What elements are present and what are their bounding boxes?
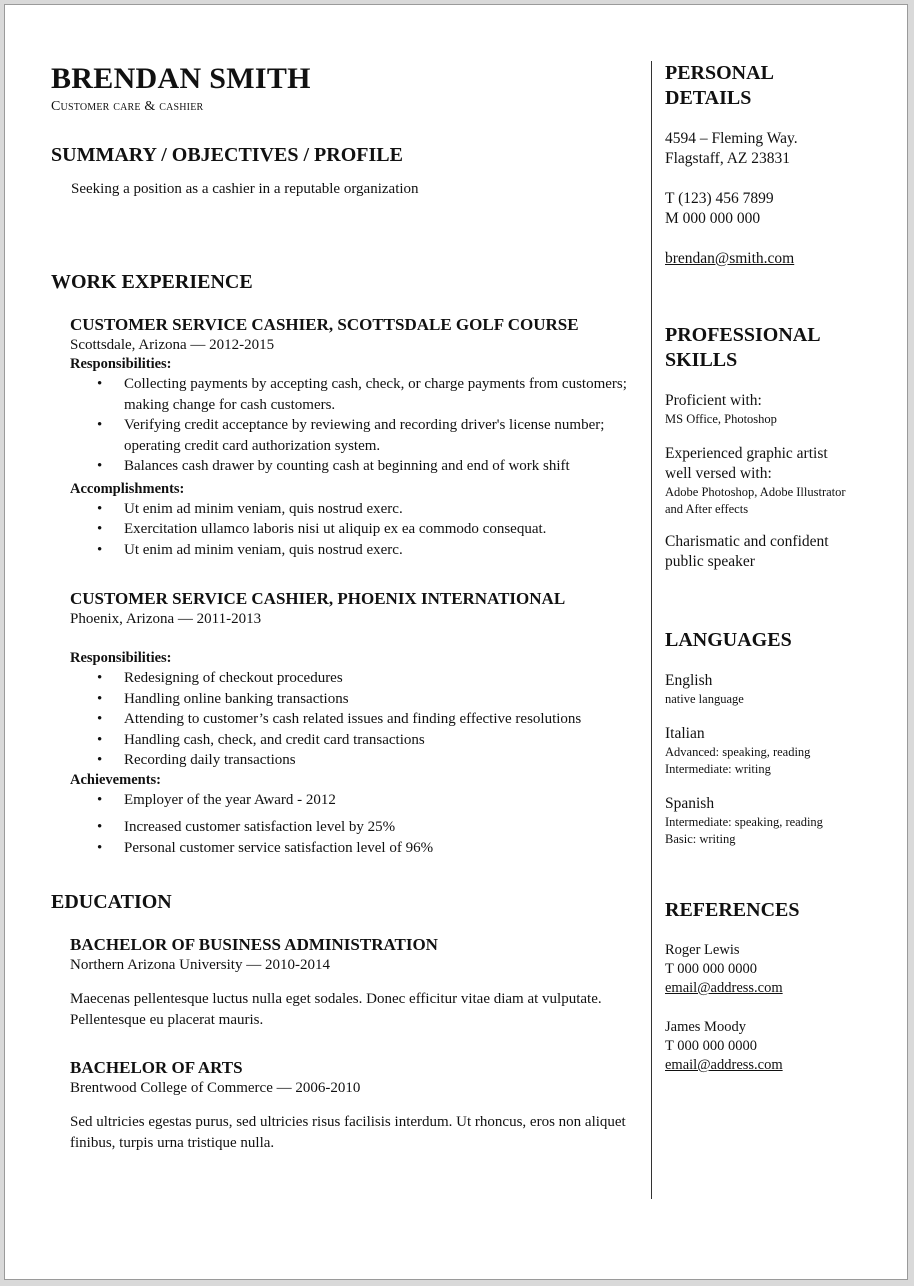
candidate-tagline: Customer care & cashier bbox=[51, 99, 204, 114]
accomplishments-label: Accomplishments: bbox=[70, 480, 185, 497]
list-item: • Increased customer satisfaction level by 25% bbox=[124, 817, 631, 838]
language-item bbox=[665, 671, 895, 708]
degree-title: BACHELOR OF BUSINESS ADMINISTRATION bbox=[70, 935, 438, 954]
work-heading: WORK EXPERIENCE bbox=[51, 271, 253, 293]
skills-heading bbox=[665, 323, 895, 373]
school-meta: Brentwood College of Commerce — 2006-2010 bbox=[70, 1080, 361, 1096]
list-item: • Attending to customer’s cash related issues and finding effective resolutions bbox=[124, 709, 631, 730]
list-item: • Handling online banking transactions bbox=[124, 689, 631, 710]
language-detail: Intermediate: writing bbox=[665, 762, 771, 776]
list-item: • Redesigning of checkout procedures bbox=[124, 668, 631, 689]
list-item: • Verifying credit acceptance by reviewing and recording driver's license number; operating credit card authorization system. bbox=[124, 415, 631, 456]
reference-email-link[interactable]: email@address.com bbox=[665, 1057, 783, 1073]
language-detail: Intermediate: speaking, reading bbox=[665, 815, 823, 829]
reference-name: Roger Lewis bbox=[665, 942, 740, 958]
education-entry bbox=[70, 934, 631, 1031]
skill-item bbox=[665, 391, 895, 428]
job-meta: Phoenix, Arizona — 2011-2013 bbox=[70, 611, 262, 627]
personal-heading-line1: PERSONAL bbox=[665, 62, 774, 84]
list-item: • Employer of the year Award - 2012 bbox=[124, 790, 631, 811]
email-link[interactable]: brendan@smith.com bbox=[665, 250, 795, 267]
resume-page bbox=[4, 4, 908, 1280]
education-entry bbox=[70, 1057, 631, 1154]
address-line1: 4594 – Fleming Way. bbox=[665, 130, 798, 147]
responsibilities-list bbox=[70, 668, 631, 771]
personal-heading-line2: DETAILS bbox=[665, 87, 752, 109]
skill-title: Proficient with: bbox=[665, 392, 762, 409]
phone-m: M 000 000 000 bbox=[665, 210, 761, 227]
list-item: • Collecting payments by accepting cash, check, or charge payments from customers; making change for cash customers. bbox=[124, 374, 631, 415]
summary-heading: SUMMARY / OBJECTIVES / PROFILE bbox=[51, 144, 403, 166]
skills-heading-line1: PROFESSIONAL bbox=[665, 324, 821, 346]
language-detail: Basic: writing bbox=[665, 832, 736, 846]
languages-heading: LANGUAGES bbox=[665, 629, 792, 651]
skill-item bbox=[665, 532, 895, 572]
reference-item bbox=[665, 1018, 895, 1075]
personal-heading bbox=[665, 61, 895, 111]
references-heading: REFERENCES bbox=[665, 899, 800, 921]
language-name: Italian bbox=[665, 725, 705, 742]
language-name: Spanish bbox=[665, 795, 715, 812]
language-item bbox=[665, 794, 895, 848]
list-item: • Ut enim ad minim veniam, quis nostrud exerc. bbox=[124, 540, 631, 561]
job-title: CUSTOMER SERVICE CASHIER, PHOENIX INTERNATIONAL bbox=[70, 589, 566, 608]
sidebar-column bbox=[665, 61, 895, 1075]
language-detail: native language bbox=[665, 692, 744, 706]
list-item: • Balances cash drawer by counting cash at beginning and end of work shift bbox=[124, 456, 631, 477]
language-name: English bbox=[665, 672, 713, 689]
reference-phone: T 000 000 0000 bbox=[665, 1038, 757, 1054]
skills-heading-line2: SKILLS bbox=[665, 349, 738, 371]
accomplishments-list bbox=[70, 499, 631, 561]
responsibilities-label: Responsibilities: bbox=[70, 650, 172, 666]
job-entry bbox=[70, 588, 631, 858]
reference-email-link[interactable]: email@address.com bbox=[665, 980, 783, 996]
candidate-name: BRENDAN SMITH bbox=[51, 62, 311, 95]
column-divider bbox=[651, 61, 652, 1199]
responsibilities-list bbox=[70, 374, 631, 477]
education-description: Maecenas pellentesque luctus nulla eget sodales. Donec efficitur vitae diam at vulputate. Pellentesque eu placerat mauris. bbox=[70, 991, 602, 1028]
job-entry bbox=[70, 314, 631, 560]
reference-phone: T 000 000 0000 bbox=[665, 961, 757, 977]
summary-text: Seeking a position as a cashier in a reputable organization bbox=[71, 181, 419, 197]
degree-title: BACHELOR OF ARTS bbox=[70, 1058, 243, 1077]
list-item: • Personal customer service satisfaction level of 96% bbox=[124, 838, 631, 859]
education-description: Sed ultricies egestas purus, sed ultricies risus facilisis interdum. Ut rhoncus, eros non aliquet finibus, turpis urna tristique nulla. bbox=[70, 1114, 626, 1151]
achievements-list bbox=[70, 790, 631, 859]
skill-item bbox=[665, 444, 895, 518]
language-item bbox=[665, 724, 895, 778]
phone-t: T (123) 456 7899 bbox=[665, 190, 774, 207]
list-item: • Exercitation ullamco laboris nisi ut aliquip ex ea commodo consequat. bbox=[124, 519, 631, 540]
achievements-label: Achievements: bbox=[70, 771, 162, 788]
list-item: • Handling cash, check, and credit card transactions bbox=[124, 730, 631, 751]
skill-detail: MS Office, Photoshop bbox=[665, 412, 777, 426]
education-heading: EDUCATION bbox=[51, 891, 172, 913]
reference-item bbox=[665, 941, 895, 998]
school-meta: Northern Arizona University — 2010-2014 bbox=[70, 957, 330, 973]
main-column bbox=[51, 61, 631, 1154]
skill-title: Charismatic and confident public speaker bbox=[665, 533, 829, 570]
responsibilities-label: Responsibilities: bbox=[70, 356, 172, 372]
reference-name: James Moody bbox=[665, 1019, 746, 1035]
list-item: • Ut enim ad minim veniam, quis nostrud exerc. bbox=[124, 499, 631, 520]
skill-title: Experienced graphic artist well versed with: bbox=[665, 445, 828, 482]
list-item: • Recording daily transactions bbox=[124, 750, 631, 771]
language-detail: Advanced: speaking, reading bbox=[665, 745, 811, 759]
skill-detail: Adobe Photoshop, Adobe Illustrator and After effects bbox=[665, 485, 846, 516]
job-meta: Scottsdale, Arizona — 2012-2015 bbox=[70, 337, 275, 353]
address-line2: Flagstaff, AZ 23831 bbox=[665, 150, 790, 167]
job-title: CUSTOMER SERVICE CASHIER, SCOTTSDALE GOLF COURSE bbox=[70, 315, 579, 334]
